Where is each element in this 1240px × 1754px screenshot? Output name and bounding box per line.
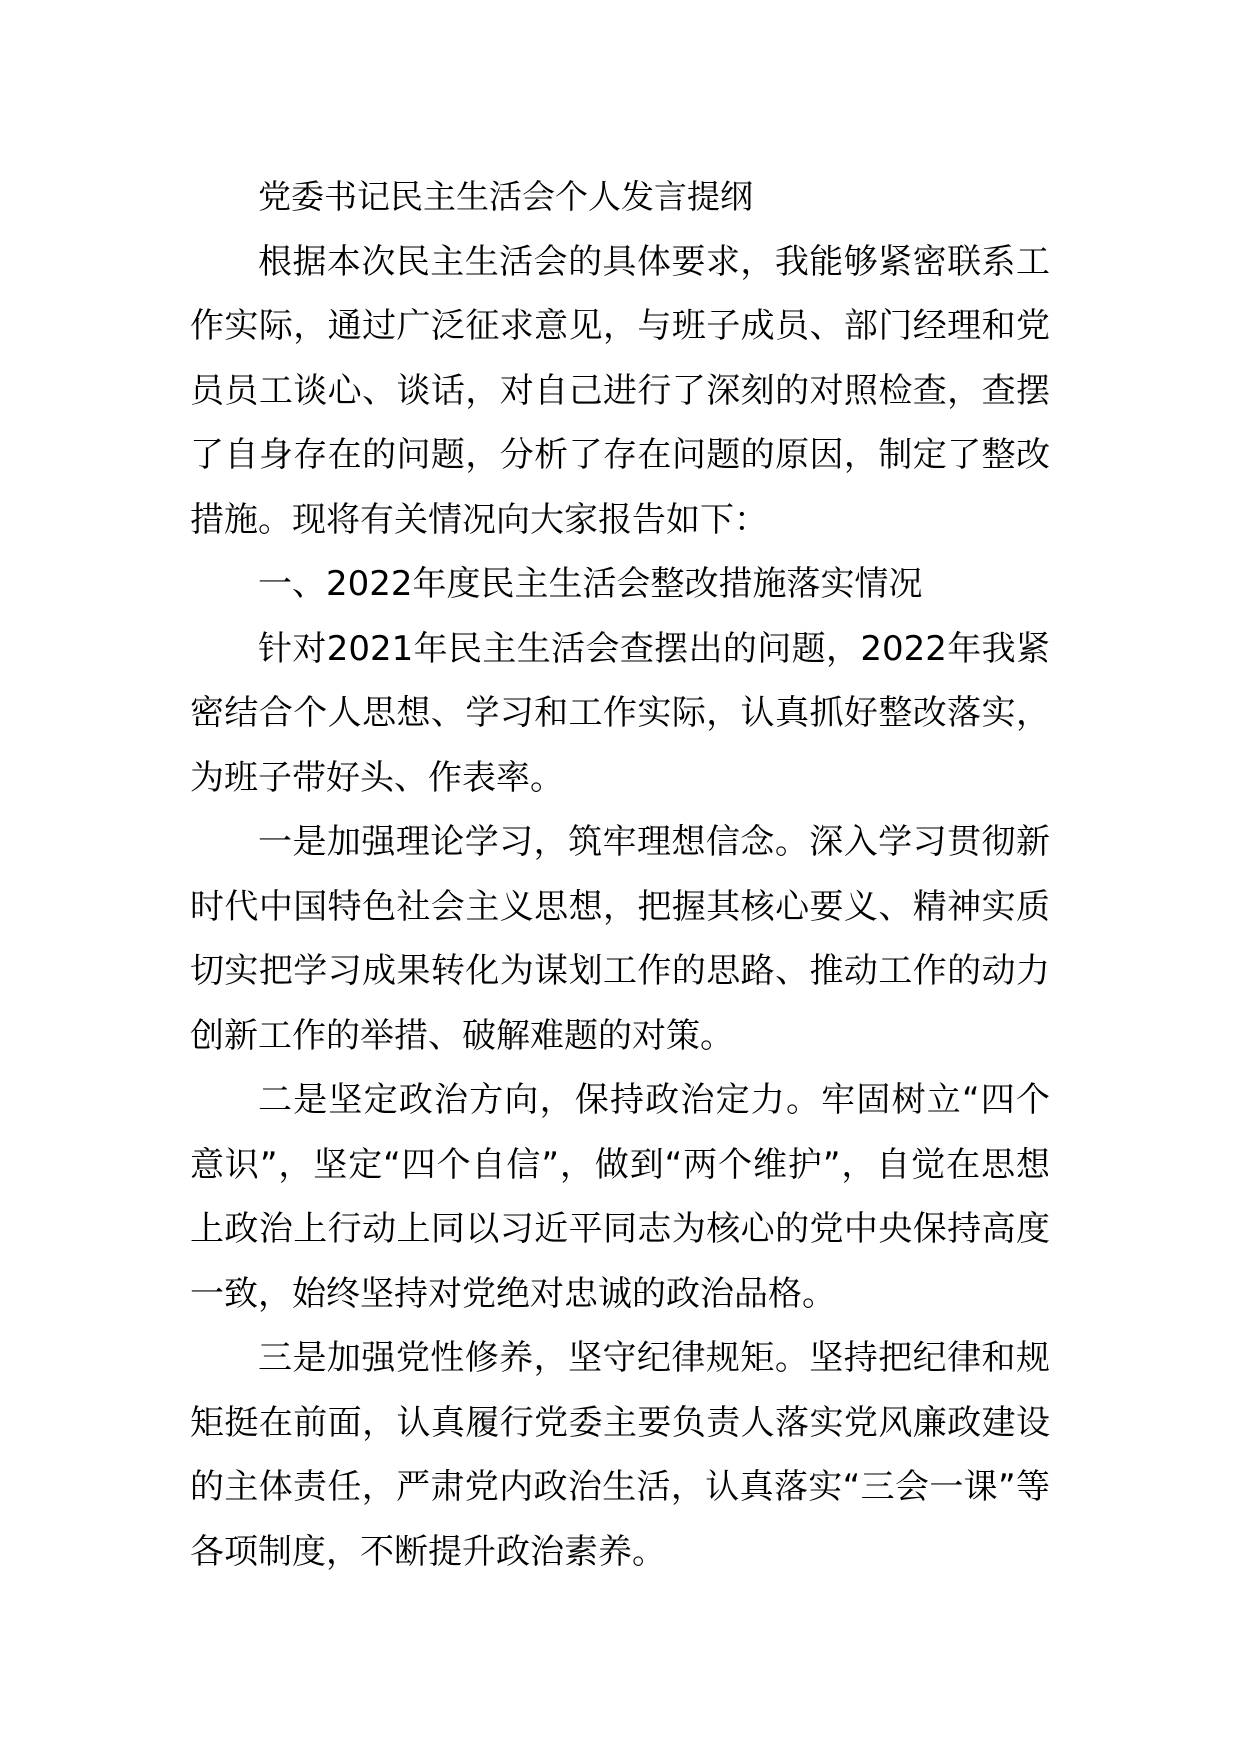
- paragraph-overview: 针对2021年民主生活会查摆出的问题，2022年我紧密结合个人思想、学习和工作实际，认真抓好整改落实，为班子带好头、作表率。: [190, 628, 1050, 798]
- section-heading-1: 一、2022年度民主生活会整改措施落实情况: [258, 564, 923, 604]
- document-body: [190, 165, 1050, 1584]
- document-title: 党委书记民主生活会个人发言提纲: [258, 177, 753, 216]
- paragraph-point-3: 三是加强党性修养，坚守纪律规矩。坚持把纪律和规矩挺在前面，认真履行党委主要负责人落实党风廉政建设的主体责任，严肃党内政治生活，认真落实“三会一课”等各项制度，不断提升政治素养。: [190, 1338, 1050, 1572]
- paragraph-point-2: 二是坚定政治方向，保持政治定力。牢固树立“四个意识”，坚定“四个自信”，做到“两个维护”，自觉在思想上政治上行动上同以习近平同志为核心的党中央保持高度一致，始终坚持对党绝对忠诚的政治品格。: [190, 1080, 1050, 1314]
- paragraph-point-1: 一是加强理论学习，筑牢理想信念。深入学习贯彻新时代中国特色社会主义思想，把握其核心要义、精神实质切实把学习成果转化为谋划工作的思路、推动工作的动力创新工作的举措、破解难题的对策。: [190, 822, 1050, 1056]
- paragraph-intro: 根据本次民主生活会的具体要求，我能够紧密联系工作实际，通过广泛征求意见，与班子成员、部门经理和党员员工谈心、谈话，对自己进行了深刻的对照检查，查摆了自身存在的问题，分析了存在问题的原因，制定了整改措施。现将有关情况向大家报告如下：: [190, 241, 1050, 540]
